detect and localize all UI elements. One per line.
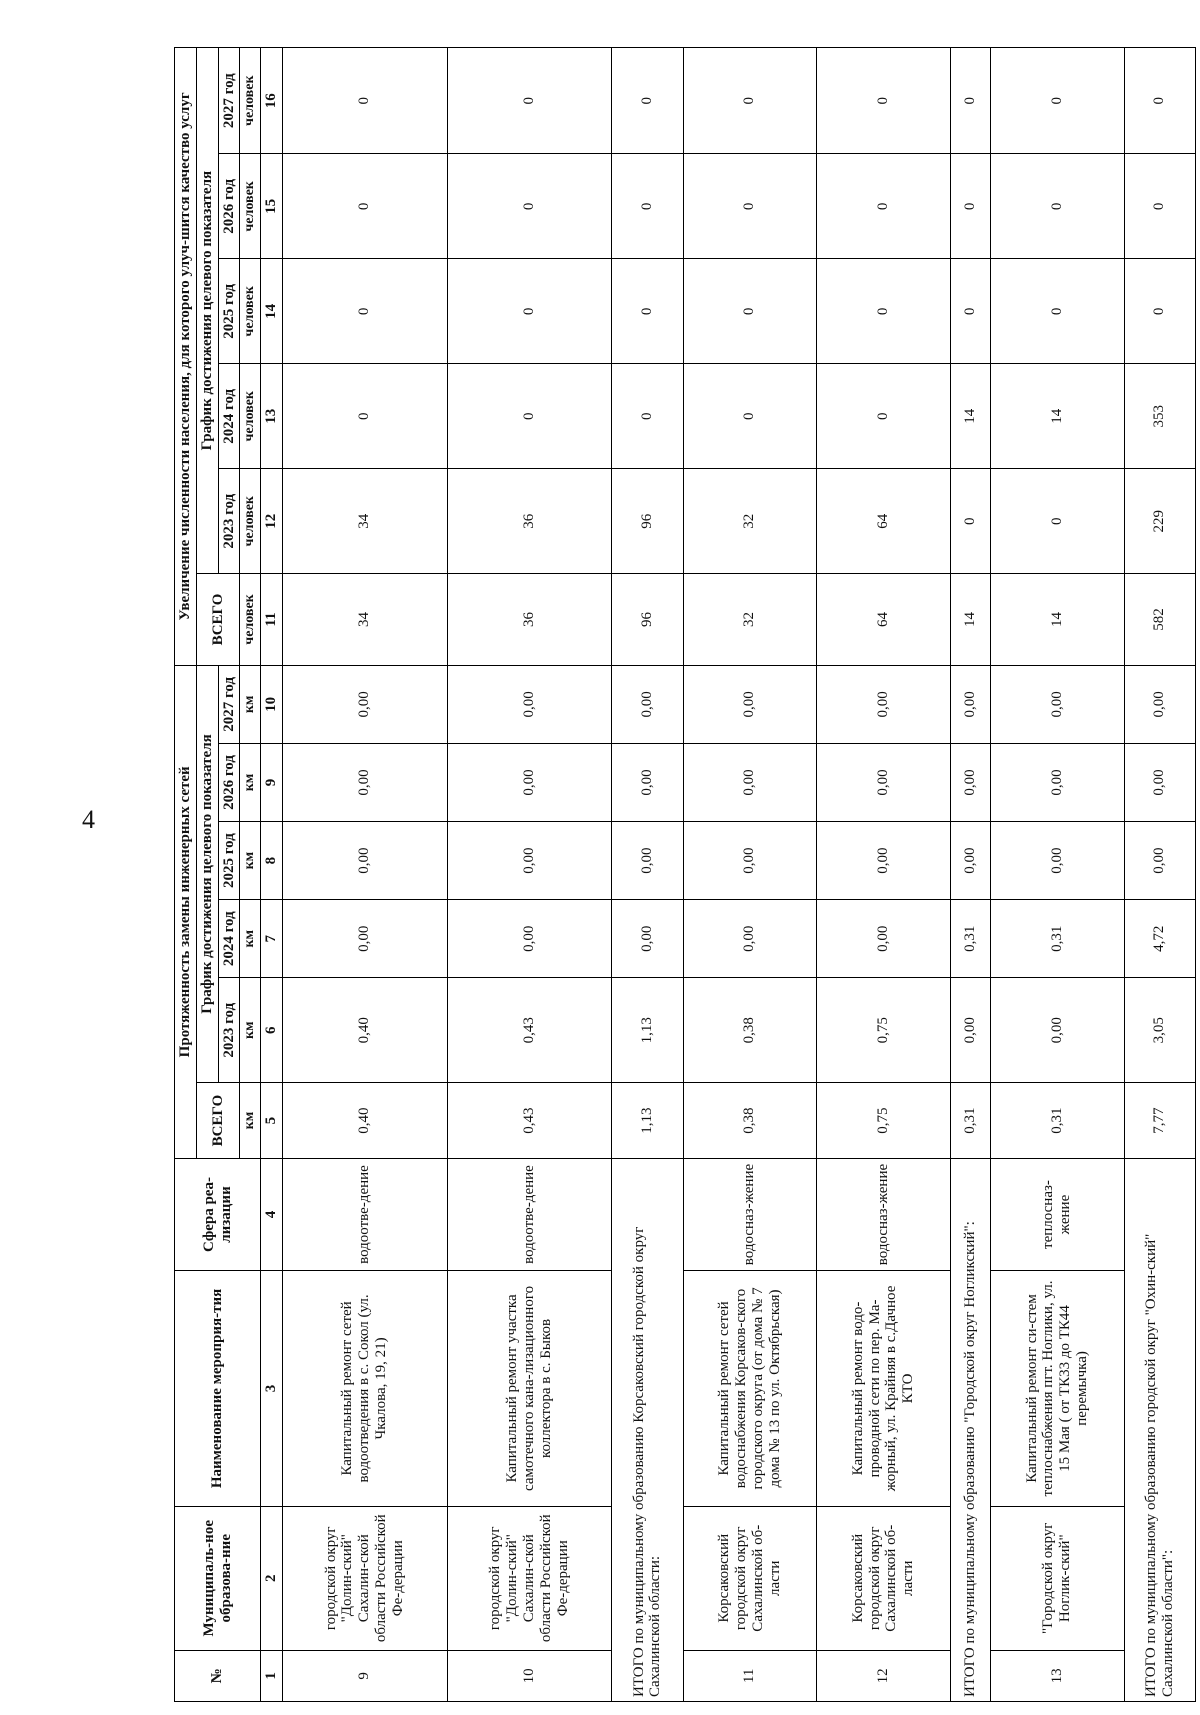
table-row <box>817 48 951 1702</box>
row-value: 0,00 <box>282 743 447 821</box>
row-value: 0,00 <box>447 822 612 900</box>
row-value: 0,00 <box>683 743 817 821</box>
row-value: 229 <box>1124 469 1195 574</box>
row-value: 582 <box>1124 574 1195 666</box>
row-value: 0,00 <box>817 900 951 978</box>
row-value: 0,00 <box>282 900 447 978</box>
header-sphere: Сфера реа-лизации <box>175 1158 261 1270</box>
row-value: 0 <box>950 154 990 259</box>
row-value: 0 <box>282 154 447 259</box>
col-number: 13 <box>261 364 283 469</box>
row-sphere: водоотве-дение <box>447 1158 612 1270</box>
row-municipality: Корсаковский городской округ Сахалинской об-ласти <box>683 1506 817 1650</box>
total-row <box>1124 48 1195 1702</box>
row-value: 96 <box>612 469 683 574</box>
row-value: 0,00 <box>282 822 447 900</box>
row-value: 0,43 <box>447 978 612 1083</box>
row-event: Капитальный ремонт сетей водоотведения в с. Сокол (ул. Чкалова, 19, 21) <box>282 1271 447 1507</box>
table-row <box>282 48 447 1702</box>
col-number: 15 <box>261 154 283 259</box>
header-ppl-year: 2024 год <box>218 364 240 469</box>
row-value: 0 <box>683 259 817 364</box>
row-value: 0,75 <box>817 1083 951 1159</box>
col-number: 4 <box>261 1158 283 1270</box>
row-value: 0,00 <box>612 900 683 978</box>
table-row <box>991 48 1125 1702</box>
row-value: 32 <box>683 469 817 574</box>
row-value: 0,00 <box>1124 743 1195 821</box>
row-municipality: городской округ "Долин-ский" Сахалин-ской области Российской Фе-дерации <box>447 1506 612 1650</box>
row-number: 11 <box>683 1650 817 1701</box>
row-value: 1,13 <box>612 1083 683 1159</box>
row-value: 0,00 <box>991 743 1125 821</box>
row-value: 0,00 <box>612 665 683 743</box>
row-value: 0 <box>612 364 683 469</box>
row-value: 0 <box>282 259 447 364</box>
unit-km: км <box>240 900 261 978</box>
header-len-year: 2025 год <box>218 822 240 900</box>
header-event: Наименование мероприя-тия <box>175 1271 261 1507</box>
total-row <box>950 48 990 1702</box>
table-row <box>447 48 612 1702</box>
unit-people: человек <box>240 259 261 364</box>
col-number: 16 <box>261 48 283 154</box>
row-value: 0 <box>612 48 683 154</box>
row-value: 0 <box>991 469 1125 574</box>
row-value: 0,00 <box>991 665 1125 743</box>
col-number: 14 <box>261 259 283 364</box>
row-value: 0,00 <box>683 665 817 743</box>
row-value: 0,00 <box>447 665 612 743</box>
row-value: 0 <box>991 154 1125 259</box>
header-no: № <box>175 1650 261 1701</box>
row-value: 14 <box>991 574 1125 666</box>
row-value: 0,00 <box>950 822 990 900</box>
row-value: 0 <box>612 259 683 364</box>
row-value: 0 <box>817 259 951 364</box>
row-value: 0 <box>447 154 612 259</box>
row-value: 1,13 <box>612 978 683 1083</box>
row-value: 0 <box>1124 48 1195 154</box>
row-value: 0,00 <box>991 822 1125 900</box>
table-row <box>683 48 817 1702</box>
row-value: 0,00 <box>683 822 817 900</box>
row-value: 0 <box>991 48 1125 154</box>
row-value: 4,72 <box>1124 900 1195 978</box>
unit-km: км <box>240 1083 261 1159</box>
row-number: 12 <box>817 1650 951 1701</box>
row-value: 0 <box>817 48 951 154</box>
table-body <box>282 48 1195 1702</box>
row-value: 0 <box>991 259 1125 364</box>
row-value: 34 <box>282 574 447 666</box>
row-value: 0,31 <box>991 900 1125 978</box>
unit-people: человек <box>240 154 261 259</box>
row-value: 0,00 <box>282 665 447 743</box>
rotated-table-container <box>174 47 1196 1702</box>
row-sphere: теплосназ-жение <box>991 1158 1125 1270</box>
row-number: 10 <box>447 1650 612 1701</box>
total-label: ИТОГО по муниципальному образованию "Городской округ Ногликский": <box>950 1158 990 1701</box>
column-number-row <box>261 48 283 1702</box>
row-value: 64 <box>817 469 951 574</box>
total-label: ИТОГО по муниципальному образованию городской округ "Охин-ский" Сахалинской области": <box>1124 1158 1195 1701</box>
unit-km: км <box>240 822 261 900</box>
row-value: 0,00 <box>950 743 990 821</box>
unit-km: км <box>240 743 261 821</box>
unit-people: человек <box>240 574 261 666</box>
header-len-year: 2027 год <box>218 665 240 743</box>
row-municipality: "Городской округ Ноглик-ский" <box>991 1506 1125 1650</box>
row-value: 14 <box>991 364 1125 469</box>
row-value: 0 <box>1124 154 1195 259</box>
row-value: 96 <box>612 574 683 666</box>
row-value: 0,31 <box>950 1083 990 1159</box>
row-municipality: городской округ "Долин-ский" Сахалин-ской области Российской Фе-дерации <box>282 1506 447 1650</box>
row-value: 0,00 <box>612 743 683 821</box>
row-value: 0,38 <box>683 1083 817 1159</box>
header-ppl-year: 2025 год <box>218 259 240 364</box>
col-number: 12 <box>261 469 283 574</box>
row-value: 0 <box>683 48 817 154</box>
col-number: 5 <box>261 1083 283 1159</box>
row-event: Капитальный ремонт участка самотечного кана-лизационного коллектора в с. Быков <box>447 1271 612 1507</box>
row-value: 14 <box>950 364 990 469</box>
row-value: 0,00 <box>447 900 612 978</box>
row-value: 32 <box>683 574 817 666</box>
row-value: 0 <box>683 364 817 469</box>
row-value: 0 <box>950 259 990 364</box>
header-length-total: ВСЕГО <box>196 1083 240 1159</box>
col-number: 3 <box>261 1271 283 1507</box>
header-len-year: 2024 год <box>218 900 240 978</box>
row-event: Капитальный ремонт сетей водоснабжения Корсаков-ского городского округа (от дома № 7 дома № 13 по ул. Октябрьская) <box>683 1271 817 1507</box>
row-value: 0,40 <box>282 1083 447 1159</box>
header-people-group: Увеличение численности населения, для которого улуч-шится качество услуг <box>175 48 197 666</box>
col-number: 2 <box>261 1506 283 1650</box>
row-number: 13 <box>991 1650 1125 1701</box>
row-value: 0,00 <box>950 978 990 1083</box>
row-value: 0,38 <box>683 978 817 1083</box>
row-value: 0,00 <box>817 743 951 821</box>
header-ppl-year: 2026 год <box>218 154 240 259</box>
row-value: 3,05 <box>1124 978 1195 1083</box>
row-value: 0 <box>683 154 817 259</box>
header-length-schedule: График достижения целевого показателя <box>196 665 218 1082</box>
row-value: 0 <box>1124 259 1195 364</box>
total-row <box>612 48 683 1702</box>
row-value: 0 <box>447 48 612 154</box>
row-event: Капитальный ремонт си-стем теплоснабжения пгт. Ноглики, ул. 15 Мая ( от ТК33 до ТК44 перемычка) <box>991 1271 1125 1507</box>
row-sphere: водоотве-дение <box>282 1158 447 1270</box>
col-number: 7 <box>261 900 283 978</box>
col-number: 10 <box>261 665 283 743</box>
row-value: 0,00 <box>1124 822 1195 900</box>
col-number: 8 <box>261 822 283 900</box>
unit-people: человек <box>240 364 261 469</box>
row-number: 9 <box>282 1650 447 1701</box>
row-value: 0,00 <box>950 665 990 743</box>
row-value: 0,00 <box>991 978 1125 1083</box>
row-municipality: Корсаковский городской округ Сахалинской об-ласти <box>817 1506 951 1650</box>
header-municipality: Муниципаль-ное образова-ние <box>175 1506 261 1650</box>
row-value: 0 <box>817 154 951 259</box>
header-len-year: 2026 год <box>218 743 240 821</box>
header-people-schedule: График достижения целевого показателя <box>196 48 218 574</box>
unit-people: человек <box>240 469 261 574</box>
unit-km: км <box>240 665 261 743</box>
row-value: 0 <box>447 364 612 469</box>
row-value: 0,00 <box>612 822 683 900</box>
data-table <box>174 47 1196 1702</box>
col-number: 6 <box>261 978 283 1083</box>
unit-people: человек <box>240 48 261 154</box>
row-value: 34 <box>282 469 447 574</box>
row-value: 14 <box>950 574 990 666</box>
col-number: 9 <box>261 743 283 821</box>
row-event: Капитальный ремонт водо-проводной сети по пер. Ма-жорный, ул. Крайняя в с.Дачное КТО <box>817 1271 951 1507</box>
row-value: 0,00 <box>817 665 951 743</box>
row-value: 7,77 <box>1124 1083 1195 1159</box>
total-label: ИТОГО по муниципальному образованию Корсаковский городской округ Сахалинской области: <box>612 1158 683 1701</box>
unit-km: км <box>240 978 261 1083</box>
row-value: 0 <box>817 364 951 469</box>
row-value: 0 <box>447 259 612 364</box>
header-people-total: ВСЕГО <box>196 574 240 666</box>
row-value: 0 <box>950 469 990 574</box>
row-value: 0 <box>282 364 447 469</box>
row-value: 0 <box>282 48 447 154</box>
row-value: 0,40 <box>282 978 447 1083</box>
row-value: 64 <box>817 574 951 666</box>
row-value: 0,00 <box>683 900 817 978</box>
col-number: 11 <box>261 574 283 666</box>
row-value: 0,00 <box>1124 665 1195 743</box>
row-value: 0 <box>612 154 683 259</box>
row-value: 0,43 <box>447 1083 612 1159</box>
row-value: 0,75 <box>817 978 951 1083</box>
row-sphere: водосназ-жение <box>817 1158 951 1270</box>
row-value: 36 <box>447 469 612 574</box>
row-value: 0,00 <box>447 743 612 821</box>
row-value: 353 <box>1124 364 1195 469</box>
header-ppl-year: 2023 год <box>218 469 240 574</box>
header-length-group: Протяженность замены инженерных сетей <box>175 665 197 1158</box>
row-value: 0,31 <box>950 900 990 978</box>
col-number: 1 <box>261 1650 283 1701</box>
header-len-year: 2023 год <box>218 978 240 1083</box>
row-sphere: водосназ-жение <box>683 1158 817 1270</box>
row-value: 0,31 <box>991 1083 1125 1159</box>
row-value: 36 <box>447 574 612 666</box>
row-value: 0,00 <box>817 822 951 900</box>
page-number: 4 <box>82 805 95 834</box>
row-value: 0 <box>950 48 990 154</box>
header-ppl-year: 2027 год <box>218 48 240 154</box>
